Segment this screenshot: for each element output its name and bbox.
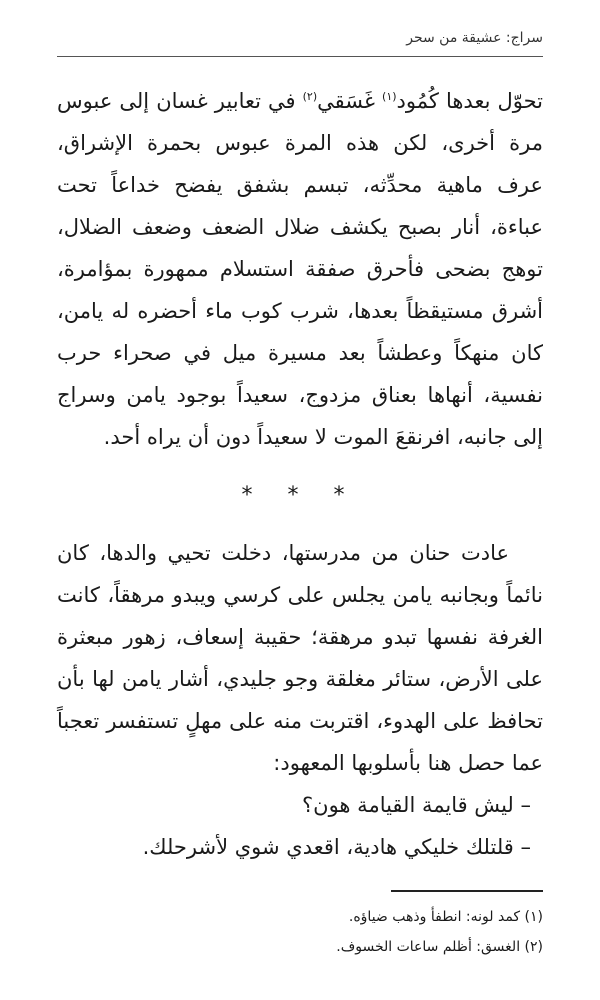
paragraph-1-start: تحوّل بعدها: [438, 89, 543, 113]
footnote-1: (١) كمد لونه: انطفأ وذهب ضياؤه.: [348, 909, 543, 925]
word-space: [375, 89, 382, 113]
footnote-rule: [391, 890, 543, 892]
term-ghasaqi: غَسَقي: [317, 89, 375, 113]
header-rule: [57, 56, 543, 57]
paragraph-1-rest: في تعابير غسان إلى عبوس مرة أخرى، لكن هذه المرة عبوس بحمرة الإشراق، عرف ماهية محدِّثه، تبسم بشفق يفضح خداعاً تحت عباءة، أنار بصبح يكشف ضلال الضعف وضعف الضلال، توهج بضحى فأحرق صفقة استسلام ممهورة بمؤامرة، أشرق مستيقظاً بعدها، شرب كوب ماء أحضره له يامن، كان منهكاً وعطشاً بعد مسيرة ميل في صحراء حرب نفسية، أنهاها بعناق مزدوج، سعيداً بوجود يامن وسراج إلى جانبه، افرنقعَ الموت لا سعيداً دون أن يراه أحد.: [57, 89, 543, 449]
dialogue-line-2: – قلتلك خليكي هادية، اقعدي شوي لأشرحلك.: [142, 835, 531, 859]
paragraph-2: عادت حنان من مدرستها، دخلت تحيي والدها، كان نائماً وبجانبه يامن يجلس على كرسي ويبدو مرهقاً، كانت الغرفة نفسها تبدو مرهقة؛ حقيبة إسعاف، زهور مبعثرة على الأرض، ستائر مغلقة وجو جليدي، أشار يامن لها بأن تحافظ على الهدوء، اقتربت منه على مهلٍ تستفسر تعجباً عما حصل هنا بأسلوبها المعهود:: [57, 541, 543, 775]
dialogue-line-1: – ليش قايمة القيامة هون؟: [302, 793, 531, 817]
footnote-ref-2: (٢): [302, 90, 318, 103]
footnote-ref-1: (١): [382, 90, 397, 103]
footnote-2: (٢) الغسق: أظلم ساعات الخسوف.: [336, 939, 543, 955]
term-kumud: كُمُود: [396, 89, 439, 113]
section-separator: * * *: [241, 483, 359, 508]
footnotes: [57, 902, 543, 962]
body-text: [57, 80, 543, 868]
running-header: سراج: عشيقة من سحر: [406, 30, 543, 46]
paragraph-1: [57, 80, 543, 458]
